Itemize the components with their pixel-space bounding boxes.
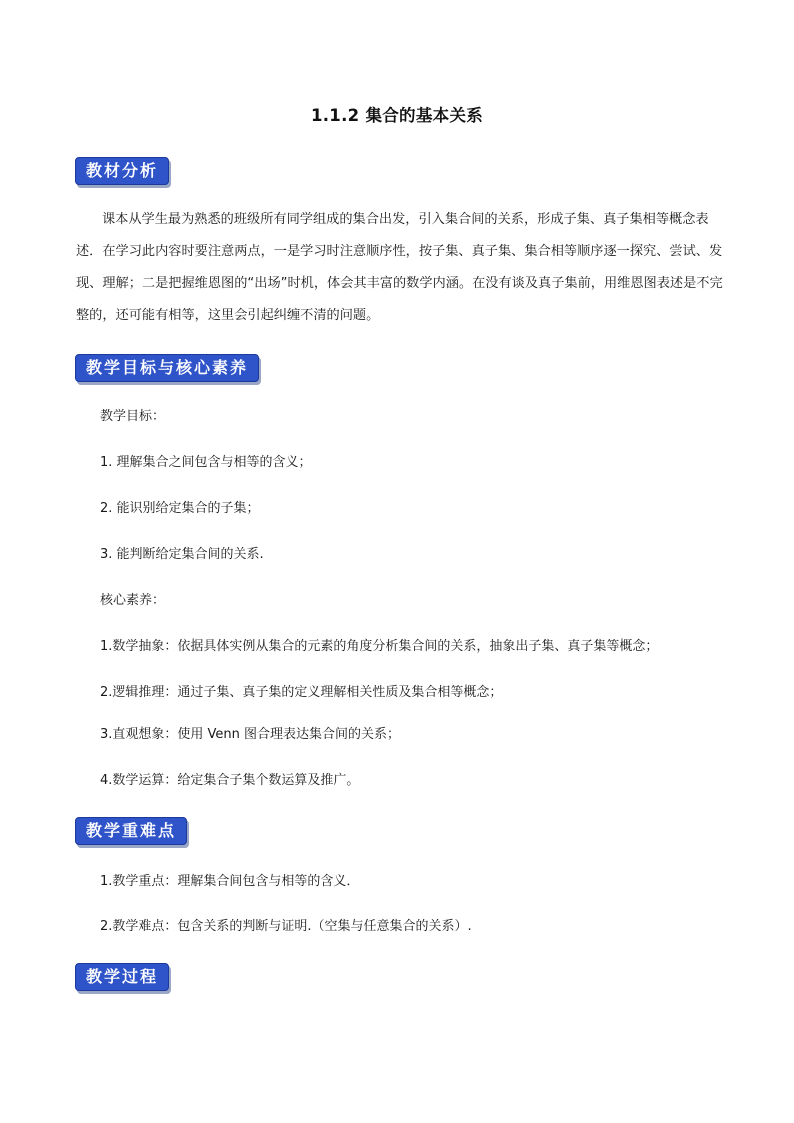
analysis-paragraph: 课本从学生最为熟悉的班级所有同学组成的集合出发，引入集合间的关系，形成子集、真子集相等概念表述．在学习此内容时要注意两点，一是学习时注意顺序性，按子集、真子集、集合相等顺序逐一探究、尝试、发现、理解；二是把握维恩图的“出场”时机，体会其丰富的数学内涵。在没有谈及真子集前，用维恩图表述是不完整的，还可能有相等，这里会引起纠缠不清的问题。 — [76, 212, 723, 323]
section-heading-objectives: 教学目标与核心素养 — [75, 354, 259, 382]
literacy-label: 核心素养： — [100, 593, 166, 608]
page-title: 1.1.2 集合的基本关系 — [310, 106, 484, 125]
key-point-item: 1.教学重点：理解集合间包含与相等的含义． — [100, 874, 360, 889]
section-heading-key-points: 教学重难点 — [75, 817, 187, 845]
goal-item: 3. 能判断给定集合间的关系. — [100, 547, 264, 562]
literacy-item: 3.直观想象：使用 Venn 图合理表达集合间的关系； — [100, 727, 401, 742]
literacy-item: 2.逻辑推理：通过子集、真子集的定义理解相关性质及集合相等概念； — [100, 685, 503, 700]
goals-label: 教学目标： — [100, 409, 166, 424]
section-heading-process: 教学过程 — [75, 963, 169, 991]
literacy-item: 1.数学抽象：依据具体实例从集合的元素的角度分析集合间的关系，抽象出子集、真子集等概念； — [100, 639, 659, 654]
goal-item: 2. 能识别给定集合的子集； — [100, 501, 260, 516]
key-point-item: 2.教学难点：包含关系的判断与证明.（空集与任意集合的关系）. — [100, 919, 472, 934]
section-heading-analysis: 教材分析 — [75, 157, 169, 185]
goal-item: 1. 理解集合之间包含与相等的含义； — [100, 455, 312, 470]
literacy-item: 4.数学运算：给定集合子集个数运算及推广。 — [100, 773, 360, 788]
